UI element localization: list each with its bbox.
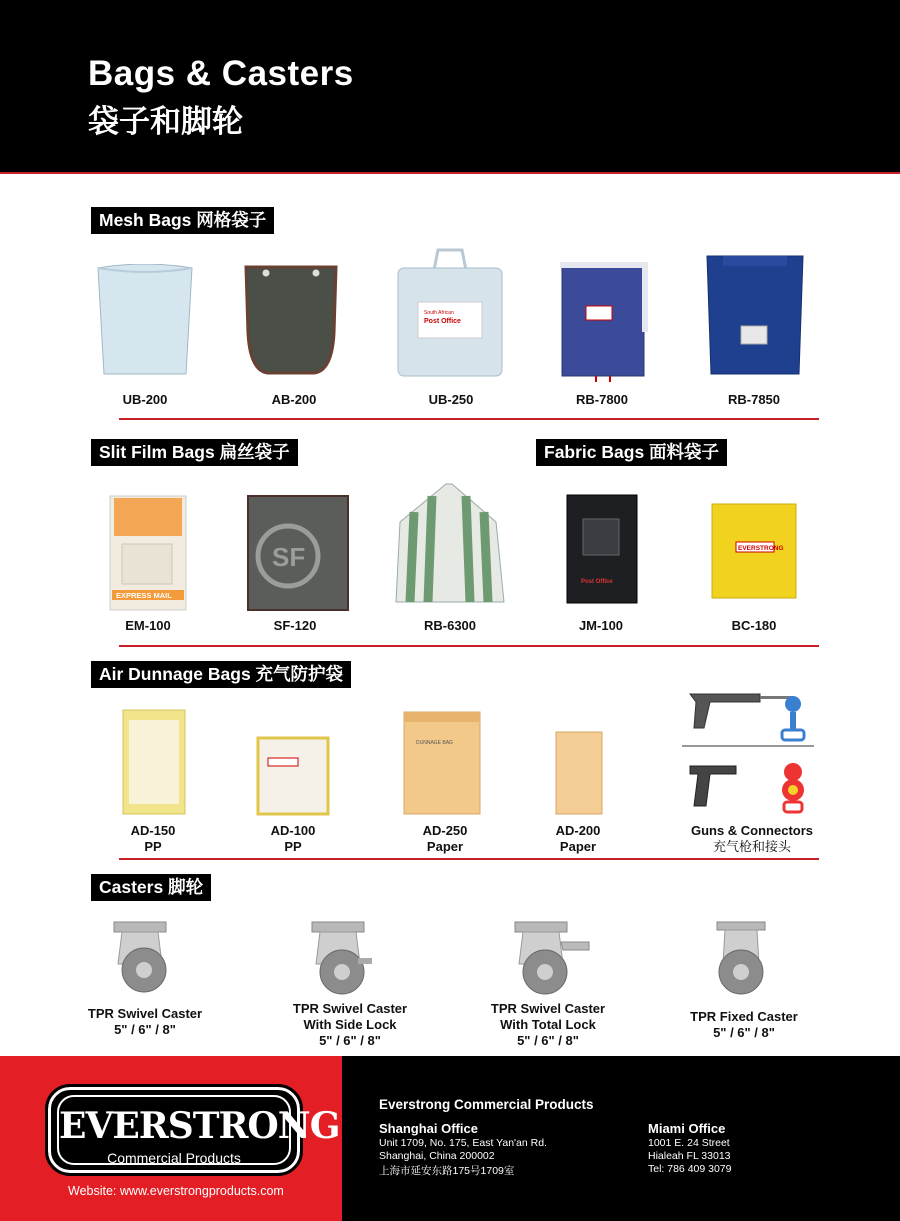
caster-fixed-image: [711, 920, 771, 996]
post-office-print-2: Post Office: [581, 579, 613, 585]
everstrong-logo: [48, 1087, 340, 1173]
everstrong-print: EVERSTRONG: [738, 545, 784, 552]
svg-text:SF: SF: [272, 542, 306, 572]
mesh-bag-ub250-image: [396, 248, 504, 380]
page-title: Bags & Casters: [88, 54, 354, 93]
slit-bag-rb6300-image: [392, 482, 506, 608]
website: [68, 1184, 284, 1198]
website-label: Website:: [68, 1184, 117, 1198]
section-casters: Casters 脚轮: [91, 874, 211, 901]
dunnage-print: DUNNAGE BAG: [416, 740, 453, 746]
header-divider: [0, 172, 900, 174]
south-african-print: South African: [424, 310, 454, 316]
mesh-bag-ub250: UB-250: [428, 392, 474, 407]
slit-bag-sf120-image: [246, 494, 350, 612]
slit-bag-em100-image: [108, 494, 188, 612]
shanghai-office-title: Shanghai Office: [379, 1121, 478, 1136]
air-bag-ad100-image: [256, 736, 330, 816]
fabric-bag-jm100-image: [563, 493, 639, 605]
mesh-bag-ab200: AB-200: [271, 392, 317, 407]
guns-connectors: Guns & Connectors 充气枪和接头: [690, 823, 814, 854]
mesh-bag-rb7800: RB-7800: [575, 392, 629, 407]
miami-office-title: Miami Office: [648, 1121, 726, 1136]
slit-bag-sf120: SF-120: [273, 618, 317, 633]
air-bag-ad250-image: [402, 710, 482, 816]
fabric-bag-bc180-image: [710, 502, 798, 600]
miami-address-1: 1001 E. 24 Street: [648, 1137, 730, 1149]
air-bag-ad200-image: [554, 730, 604, 816]
air-bag-ad100: AD-100 PP: [270, 823, 316, 854]
section-mesh-bags: Mesh Bags 网格袋子: [91, 207, 274, 234]
mesh-bag-ub200-image: [96, 264, 194, 378]
page-title-cn: 袋子和脚轮: [88, 104, 243, 139]
slit-bag-rb6300: RB-6300: [423, 618, 477, 633]
shanghai-address-cn: 上海市延安东路175号1709室: [379, 1165, 515, 1177]
mesh-bag-ab200-image: [244, 263, 338, 375]
air-bag-ad150: AD-150 PP: [130, 823, 176, 854]
section-fabric-bags: Fabric Bags 面料袋子: [536, 439, 727, 466]
caster-fixed: TPR Fixed Caster 5" / 6" / 8": [690, 1009, 798, 1040]
guns-connectors-image: [680, 676, 816, 818]
caster-swivel: TPR Swivel Caster 5" / 6" / 8": [87, 1006, 203, 1037]
post-office-print: Post Office: [424, 318, 461, 325]
mesh-bag-ub200: UB-200: [122, 392, 168, 407]
shanghai-address-2: Shanghai, China 200002: [379, 1150, 495, 1162]
logo-subtitle: Commercial Products: [107, 1150, 241, 1166]
air-bag-ad250: AD-250 Paper: [422, 823, 468, 854]
mesh-bag-rb7850: RB-7850: [727, 392, 781, 407]
section-divider: [119, 858, 819, 860]
slit-bag-em100: EM-100: [125, 618, 171, 633]
caster-side-lock: TPR Swivel Caster With Side Lock 5" / 6" / 8": [292, 1001, 408, 1048]
fabric-bag-bc180: BC-180: [731, 618, 777, 633]
logo-wordmark: EVERSTRONG: [59, 1105, 340, 1147]
company-name: Everstrong Commercial Products: [379, 1097, 594, 1112]
mesh-bag-rb7850-image: [703, 254, 807, 378]
fabric-bag-jm100: JM-100: [578, 618, 624, 633]
air-bag-ad200: AD-200 Paper: [555, 823, 601, 854]
caster-total-lock: TPR Swivel Caster With Total Lock 5" / 6" / 8": [490, 1001, 606, 1048]
air-bag-ad150-image: [121, 708, 187, 816]
mesh-bag-rb7800-image: [556, 258, 656, 384]
website-link[interactable]: www.everstrongproducts.com: [119, 1184, 284, 1198]
caster-swivel-image: [104, 920, 176, 994]
caster-total-lock-image: [505, 920, 593, 996]
section-divider: [119, 418, 819, 420]
miami-phone: Tel: 786 409 3079: [648, 1163, 732, 1175]
express-mail-print: EXPRESS MAIL: [116, 591, 172, 600]
miami-address-2: Hialeah FL 33013: [648, 1150, 731, 1162]
shanghai-address-1: Unit 1709, No. 175, East Yan'an Rd.: [379, 1137, 547, 1149]
caster-side-lock-image: [302, 920, 376, 996]
section-slit-film-bags: Slit Film Bags 扁丝袋子: [91, 439, 298, 466]
section-air-dunnage-bags: Air Dunnage Bags 充气防护袋: [91, 661, 351, 688]
section-divider: [119, 645, 819, 647]
